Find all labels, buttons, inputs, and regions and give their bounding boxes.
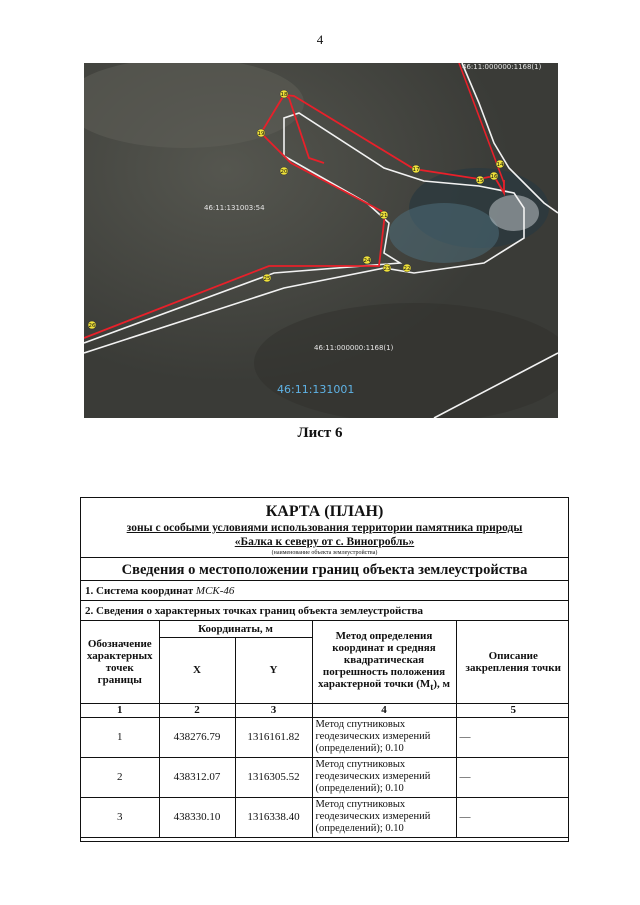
form-header — [81, 503, 568, 557]
cell-point: 1 — [81, 717, 159, 757]
points-table-wrap — [81, 620, 568, 838]
coord-system-row — [81, 580, 568, 600]
col-y: Y — [235, 637, 312, 703]
col-method-text: Метод определения координат и средняя квадратическая погрешность положения характерной точки (M — [317, 630, 446, 691]
cell-y: 1316161.82 — [235, 717, 312, 757]
table-row — [81, 797, 569, 837]
col-number-4: 4 — [312, 703, 456, 717]
point-label-26: 26 — [88, 323, 96, 329]
parcel-label-main: 46:11:131003:54 — [204, 204, 265, 212]
point-label-18: 18 — [280, 92, 288, 98]
cell-method: Метод спутниковых геодезических измерений (определений); 0.10 — [312, 797, 456, 837]
point-label-22: 22 — [403, 266, 411, 272]
points-table — [81, 621, 569, 838]
cell-method: Метод спутниковых геодезических измерений (определений); 0.10 — [312, 717, 456, 757]
cell-y: 1316338.40 — [235, 797, 312, 837]
coord-system-label: 1. Система координат — [85, 585, 194, 597]
col-x: X — [159, 637, 235, 703]
cell-description: — — [456, 797, 569, 837]
point-label-23: 23 — [383, 266, 391, 272]
page-number: 4 — [316, 32, 324, 47]
cell-x: 438276.79 — [159, 717, 235, 757]
quarter-label: 46:11:131001 — [277, 383, 355, 396]
cell-description: — — [456, 757, 569, 797]
point-label-14: 14 — [496, 162, 504, 168]
col-number-1: 1 — [81, 703, 159, 717]
points-heading: 2. Сведения о характерных точках границ объекта землеустройства — [81, 600, 568, 620]
point-label-21: 21 — [380, 213, 388, 219]
parcel-label-top: 46:11:000000:1168(1) — [462, 63, 542, 71]
map-svg — [84, 63, 558, 418]
cell-point: 3 — [81, 797, 159, 837]
water-patch — [389, 203, 499, 263]
coord-system-value: МСК-46 — [195, 585, 235, 597]
col-number-5: 5 — [456, 703, 569, 717]
parcel-label-bottom: 46:11:000000:1168(1) — [314, 344, 394, 352]
point-label-16: 16 — [490, 174, 498, 180]
caption-note: (наименование объекта землеустройства) — [271, 550, 378, 556]
document-title: КАРТА (ПЛАН) — [265, 503, 384, 520]
col-method-sub: t — [430, 682, 434, 693]
col-designation: Обозначение характерных точек границы — [81, 621, 159, 703]
point-label-19: 19 — [257, 131, 265, 137]
col-method — [312, 621, 456, 703]
point-label-25: 25 — [263, 276, 271, 282]
col-description: Описание закрепления точки — [456, 621, 569, 703]
cell-x: 438330.10 — [159, 797, 235, 837]
col-number-2: 2 — [159, 703, 235, 717]
point-label-15: 15 — [476, 178, 484, 184]
sheet-label: Лист 6 — [297, 425, 343, 441]
document-subtitle-line1: зоны с особыми условиями использования территории памятника природы — [126, 522, 523, 534]
document-subtitle-line2: «Балка к северу от с. Виногробль» — [234, 536, 415, 548]
col-method-end: ), м — [433, 678, 450, 691]
col-number-3: 3 — [235, 703, 312, 717]
cell-x: 438312.07 — [159, 757, 235, 797]
cell-y: 1316305.52 — [235, 757, 312, 797]
map-plan-form — [80, 497, 569, 842]
cadastral-map — [84, 63, 558, 418]
col-coords: Координаты, м — [159, 621, 312, 637]
cell-description: — — [456, 717, 569, 757]
section-heading: Сведения о местоположении границ объекта землеустройства — [121, 562, 528, 578]
table-row — [81, 757, 569, 797]
table-row — [81, 717, 569, 757]
light-patch — [489, 195, 539, 231]
point-label-24: 24 — [363, 258, 371, 264]
cell-point: 2 — [81, 757, 159, 797]
point-label-20: 20 — [280, 169, 288, 175]
point-label-17: 17 — [412, 167, 420, 173]
cell-method: Метод спутниковых геодезических измерений (определений); 0.10 — [312, 757, 456, 797]
